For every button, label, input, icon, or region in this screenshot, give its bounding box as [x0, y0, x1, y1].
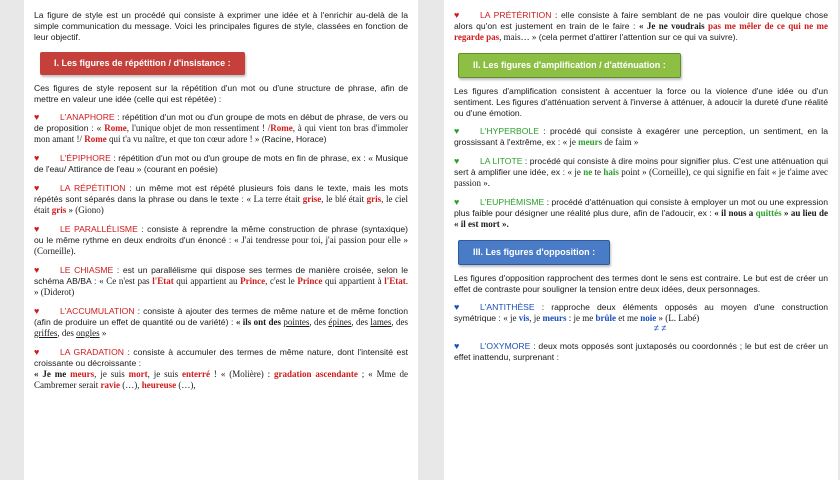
term: LE PARALLÉLISME	[60, 224, 138, 234]
keyword: mort	[128, 369, 148, 379]
example-text: « Je ne voudrais	[638, 21, 708, 31]
example-text: « Ce n'est pas	[99, 276, 153, 286]
definition: : deux mots opposés sont juxtaposés ou coordonnés ; le but est de créer un effet inattendu, surprenant :	[454, 341, 828, 362]
example-text: qui t'a vu naître, et que ton cœur adore ! »	[106, 134, 262, 144]
item-repetition	[34, 183, 408, 216]
example-text: « Je me	[34, 369, 71, 379]
item-epiphore	[34, 153, 408, 175]
item-chiasme	[34, 265, 408, 298]
example-text: , je	[529, 313, 543, 323]
right-column	[444, 0, 838, 480]
keyword: brûle	[595, 313, 616, 323]
keyword: ravie	[100, 380, 120, 390]
example-text: (…),	[119, 380, 142, 390]
keyword: enterré	[182, 369, 211, 379]
example-text: : je me	[566, 313, 596, 323]
heart-icon: ♥	[34, 153, 40, 163]
keyword: noie	[640, 313, 657, 323]
example-text: , des	[351, 317, 371, 327]
example-text: « je	[503, 313, 519, 323]
keyword: quittés	[755, 208, 782, 218]
item-parallelisme	[34, 224, 408, 257]
section-3-intro: Les figures d'opposition rapprochent des termes dont le sens est contraire. Le but est de créer un effet de contraste pour souligner la tension entre deux idées, deux personnages.	[454, 273, 828, 294]
example-text: , des	[391, 317, 409, 327]
example-text: , des	[57, 328, 77, 338]
definition-after: (cela permet d'attirer l'attention sur ce qui va suivre).	[536, 32, 738, 42]
example-text: , des	[309, 317, 329, 327]
left-column	[24, 0, 418, 480]
section-2-intro: Les figures d'amplification consistent à accentuer la force ou la violence d'une idée ou d'un sentiment. Les figures d'atténuation servent à l'inverse à atténuer, à adoucir la dureté d'une réalité ou d'une émotion.	[454, 86, 828, 118]
heart-icon: ♥	[34, 112, 40, 122]
keyword: Rome	[104, 123, 127, 133]
example-text: , je suis	[94, 369, 129, 379]
section-1-intro: Ces figures de style reposent sur la répétition d'un mot ou d'une structure de phrase, afin de mettre en valeur une idée (celle qui est répétée) :	[34, 83, 408, 104]
section-2-banner: II. Les figures d'amplification / d'atténuation :	[458, 53, 681, 78]
example-text: qui appartient à	[322, 276, 385, 286]
keyword: grise	[302, 194, 322, 204]
keyword: vis	[518, 313, 530, 323]
definition: : procédé d'atténuation qui consiste à employer un mot ou une expression plus faible pour désigner une réalité plus dure, afin de l'adoucir, ex :	[454, 197, 828, 218]
example-text: « il nous a	[714, 208, 756, 218]
definition: : un même mot est répété plusieurs fois dans le texte, mais les mots répétés sont séparés dans la phrase ou dans le texte :	[34, 183, 408, 204]
term: LA RÉPÉTITION	[60, 183, 126, 193]
item-antithese	[454, 302, 828, 333]
term: L'ÉPIPHORE	[60, 153, 111, 163]
keyword: l'Etat	[152, 276, 174, 286]
example-text: te	[592, 167, 604, 177]
heart-icon: ♥	[34, 265, 40, 275]
item-gradation	[34, 347, 408, 391]
example-text: , à qui vient ton bras d'immoler mon amant !/	[34, 123, 409, 144]
example-text: , je suis	[147, 369, 183, 379]
example-text: « je	[562, 137, 579, 147]
term: L'ANAPHORE	[60, 112, 115, 122]
keyword: gris	[51, 205, 67, 215]
heart-icon: ♥	[454, 197, 460, 207]
definition: : rapproche deux éléments opposés au moyen d'une construction symétrique :	[454, 302, 828, 323]
heart-icon: ♥	[34, 183, 40, 193]
keyword: gris	[366, 194, 382, 204]
keyword: griffes	[34, 328, 58, 338]
definition: : répétition d'un mot ou d'un groupe de mots en fin de phrase, ex : « Musique de l'eau/ Attirance de l'eau » (courant en poésie)	[34, 153, 408, 174]
keyword: Rome	[270, 123, 293, 133]
term: L'ANTITHÈSE	[480, 302, 535, 312]
keyword: heureuse	[141, 380, 177, 390]
keyword: pointes	[283, 317, 310, 327]
keyword: gradation ascendante	[273, 369, 358, 379]
not-equal-marks: ≠ ≠	[654, 323, 667, 333]
term: L'EUPHÉMISME	[480, 197, 545, 207]
heart-icon: ♥	[34, 224, 40, 234]
example-text: , mais… »	[499, 32, 537, 42]
keyword: pas me mêler de ce qui ne me regarde pas	[454, 21, 828, 42]
term: LA PRÉTÉRITION	[480, 10, 552, 20]
example-text: point » (Corneille), ce qui signifie en fait « je t'aime avec passion ».	[454, 167, 829, 188]
source: (Racine, Horace)	[261, 134, 327, 144]
definition: : consiste à accumuler des termes de même nature, dont l'intensité est croissante ou décroissante :	[34, 347, 409, 368]
example-text: . » (Diderot)	[34, 276, 409, 297]
keyword: hais	[603, 167, 619, 177]
intro-paragraph: La figure de style est un procédé qui consiste à exprimer une idée et à l'enrichir au-delà de la simple communication du message. Voici les principales figures de style, classées en fonction de leur objectif.	[34, 10, 408, 42]
keyword: épines	[328, 317, 352, 327]
section-3-banner: III. Les figures d'opposition :	[458, 240, 610, 265]
example-text: » au lieu de « il est mort ».	[454, 208, 828, 229]
item-euphemisme	[454, 197, 828, 230]
item-accumulation	[34, 306, 408, 339]
example-text: « ils ont des	[235, 317, 284, 327]
heart-icon: ♥	[454, 126, 460, 136]
item-oxymore	[454, 341, 828, 363]
keyword: ongles	[76, 328, 100, 338]
definition: : procédé qui consiste à dire moins pour signifier plus. C'est une atténuation qui sert à amplifier une idée, ex :	[454, 156, 828, 177]
example-text: » (L. Labé)	[656, 313, 700, 323]
keyword: Rome	[84, 134, 107, 144]
heart-icon: ♥	[454, 341, 460, 351]
keyword: l'Etat	[384, 276, 406, 286]
definition: : elle consiste à faire semblant de ne pas vouloir dire quelque chose alors qu'on est justement en train de le faire :	[454, 10, 828, 31]
example-text: « J'ai tendresse pour toi, j'ai passion pour elle » (Corneille).	[34, 235, 408, 256]
example-text: « La terre était	[246, 194, 303, 204]
item-anaphore	[34, 112, 408, 145]
definition: : répétition d'un mot ou d'un groupe de mots en début de phrase, de vers ou de proposition : «	[34, 112, 408, 133]
keyword: meurs	[70, 369, 95, 379]
example-text: , l'unique objet de mon ressentiment ! /	[126, 123, 271, 133]
example-text: et me	[615, 313, 641, 323]
term: LE CHIASME	[60, 265, 114, 275]
definition: : est un parallélisme qui dispose ses termes de manière croisée, selon le schéma AB/BA :	[34, 265, 408, 286]
term: L'OXYMORE	[480, 341, 531, 351]
term: LA GRADATION	[60, 347, 124, 357]
definition: : procédé qui consiste à exagérer une perception, un sentiment, en la grossissant à l'extrême, ex :	[454, 126, 828, 147]
heart-icon: ♥	[454, 10, 460, 20]
keyword: meurs	[578, 137, 603, 147]
term: L'ACCUMULATION	[60, 306, 135, 316]
example-text: , le ciel était	[34, 194, 408, 215]
item-hyperbole	[454, 126, 828, 148]
keyword: lames	[370, 317, 392, 327]
example-text: ; « Mme de Cambremer serait	[34, 369, 408, 390]
keyword: meurs	[542, 313, 567, 323]
item-litote	[454, 156, 828, 189]
section-1-banner: I. Les figures de répétition / d'insistance :	[40, 52, 245, 75]
term: LA LITOTE	[480, 156, 523, 166]
heart-icon: ♥	[454, 302, 460, 312]
example-text: » (Giono)	[66, 205, 104, 215]
example-text: de faim »	[602, 137, 639, 147]
heart-icon: ♥	[34, 306, 40, 316]
item-pretention	[454, 10, 828, 43]
example-text: , le blé était	[321, 194, 367, 204]
example-text: ! « (Molière) :	[210, 369, 274, 379]
example-text: »	[99, 328, 107, 338]
term: L'HYPERBOLE	[480, 126, 539, 136]
keyword: Prince	[297, 276, 323, 286]
heart-icon: ♥	[34, 347, 40, 357]
keyword: Prince	[240, 276, 266, 286]
heart-icon: ♥	[454, 156, 460, 166]
example-text: « je	[567, 167, 584, 177]
example-text: , c'est le	[265, 276, 298, 286]
keyword: ne	[583, 167, 593, 177]
definition: : consiste à ajouter des termes de même nature et de même fonction (afin de produire un effet de quantité ou de variété) :	[34, 306, 408, 327]
example-text: (…),	[176, 380, 196, 390]
example-text: qui appartient au	[173, 276, 241, 286]
definition: : consiste à reprendre la même construction de phrase (syntaxique) ou le même rythme en deux endroits d'un énoncé :	[34, 224, 408, 245]
